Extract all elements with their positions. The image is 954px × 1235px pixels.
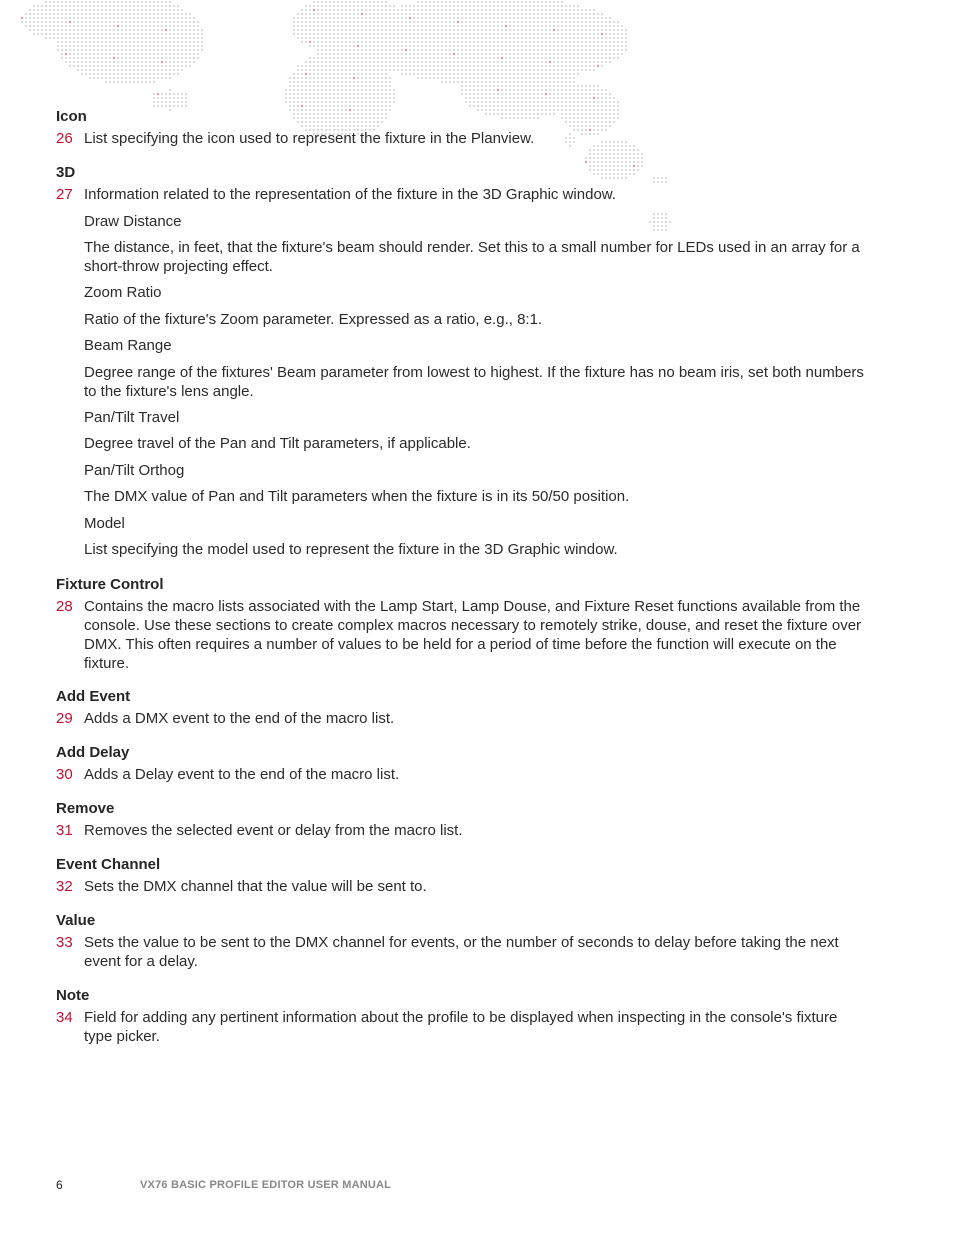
section-heading-event-channel: Event Channel <box>56 856 161 873</box>
section-heading-value: Value <box>56 912 96 929</box>
item-number-28: 28 <box>56 598 73 615</box>
subsection-desc-draw-distance: The distance, in feet, that the fixture's beam should render. Set this to a small number for LEDs used in an array for a short-throw projecting effect. <box>84 239 860 275</box>
item-text-31: Removes the selected event or delay from the macro list. <box>84 822 463 839</box>
item-number-32: 32 <box>56 878 73 895</box>
item-number-33: 33 <box>56 934 73 951</box>
subsection-desc-zoom-ratio: Ratio of the fixture's Zoom parameter. Expressed as a ratio, e.g., 8:1. <box>84 311 543 328</box>
item-text-33: Sets the value to be sent to the DMX channel for events, or the number of seconds to delay before taking the next event for a delay. <box>84 934 839 970</box>
item-text-32: Sets the DMX channel that the value will be sent to. <box>84 878 427 895</box>
item-number-29: 29 <box>56 710 73 727</box>
item-text-29: Adds a DMX event to the end of the macro list. <box>84 710 395 727</box>
subsection-desc-beam-range: Degree range of the fixtures' Beam parameter from lowest to highest. If the fixture has no beam iris, set both numbers to the fixture's lens angle. <box>84 364 864 400</box>
item-number-26: 26 <box>56 130 73 147</box>
section-heading-add-delay: Add Delay <box>56 744 130 761</box>
footer-document-title: VX76 BASIC PROFILE EDITOR USER MANUAL <box>140 1179 392 1191</box>
section-heading-icon: Icon <box>56 108 87 125</box>
section-heading-add-event: Add Event <box>56 688 131 705</box>
subsection-title-beam-range: Beam Range <box>84 337 172 354</box>
item-number-34: 34 <box>56 1009 73 1026</box>
item-text-26: List specifying the icon used to represent the fixture in the Planview. <box>84 130 535 147</box>
world-map-background <box>0 0 700 240</box>
section-heading-remove: Remove <box>56 800 115 817</box>
subsection-title-zoom-ratio: Zoom Ratio <box>84 284 162 301</box>
subsection-title-draw-distance: Draw Distance <box>84 213 182 230</box>
subsection-title-pan-tilt-orthog: Pan/Tilt Orthog <box>84 462 185 479</box>
section-heading-3d: 3D <box>56 164 76 181</box>
section-heading-fixture-control: Fixture Control <box>56 576 164 593</box>
footer-page-number: 6 <box>56 1178 63 1192</box>
item-number-30: 30 <box>56 766 73 783</box>
item-text-30: Adds a Delay event to the end of the macro list. <box>84 766 400 783</box>
subsection-desc-pan-tilt-orthog: The DMX value of Pan and Tilt parameters when the fixture is in its 50/50 position. <box>84 488 630 505</box>
section-heading-note: Note <box>56 987 90 1004</box>
item-text-27: Information related to the representation of the fixture in the 3D Graphic window. <box>84 186 616 203</box>
subsection-title-pan-tilt-travel: Pan/Tilt Travel <box>84 409 180 426</box>
subsection-desc-pan-tilt-travel: Degree travel of the Pan and Tilt parameters, if applicable. <box>84 435 471 452</box>
subsection-title-model: Model <box>84 515 125 532</box>
item-text-34: Field for adding any pertinent information about the profile to be displayed when inspecting in the console's fixture type picker. <box>84 1009 838 1045</box>
item-number-31: 31 <box>56 822 73 839</box>
item-number-27: 27 <box>56 186 73 203</box>
subsection-desc-model: List specifying the model used to represent the fixture in the 3D Graphic window. <box>84 541 618 558</box>
item-text-28: Contains the macro lists associated with the Lamp Start, Lamp Douse, and Fixture Reset functions available from the console. Use these sections to create complex macros necessary to remotely strike, douse, and reset the fixture over DMX. This often requires a number of values to be held for a period of time before the function will execute on the fixture. <box>84 598 862 672</box>
